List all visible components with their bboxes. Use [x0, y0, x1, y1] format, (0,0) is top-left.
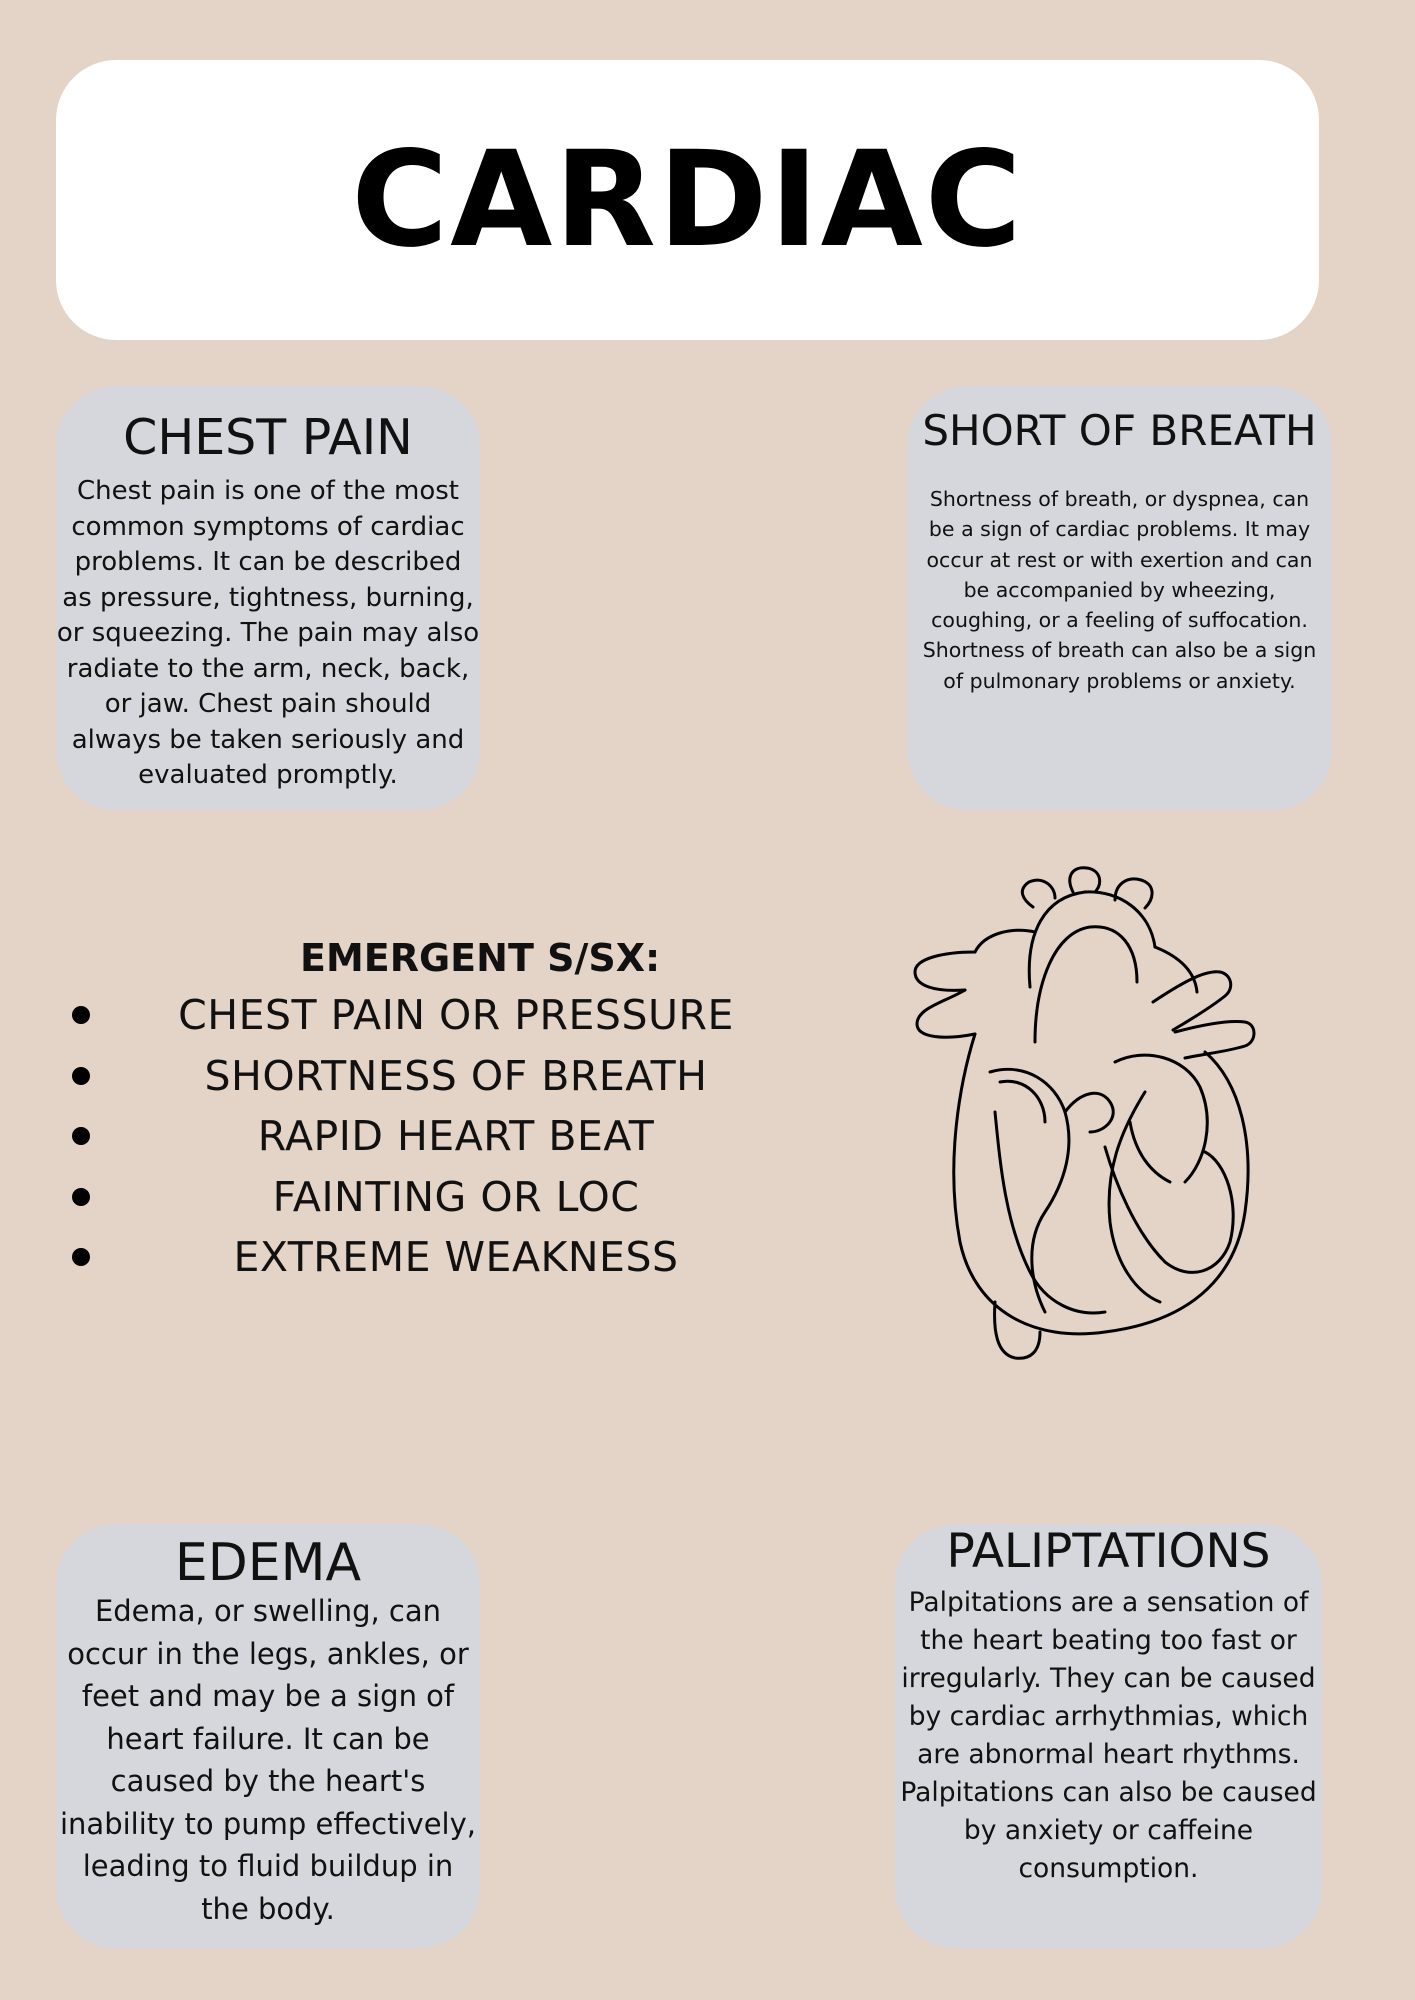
list-item-label: EXTREME WEAKNESS: [233, 1233, 679, 1281]
bullet-icon: [72, 1188, 90, 1206]
page-title: CARDIAC: [351, 123, 1024, 277]
list-item: [56, 1230, 796, 1291]
short-of-breath-card: [907, 386, 1332, 810]
list-item: [56, 1109, 796, 1170]
list-item-label: SHORTNESS OF BREATH: [204, 1051, 708, 1100]
heart-anatomy-icon: [905, 862, 1285, 1362]
chest-pain-heading: CHEST PAIN: [123, 409, 413, 466]
list-item-label: FAINTING OR LOC: [272, 1172, 640, 1221]
emergent-signs-list: [56, 988, 796, 1291]
edema-card: [56, 1524, 480, 1948]
emergent-heading: EMERGENT S/SX:: [300, 936, 661, 980]
bullet-icon: [72, 1127, 90, 1145]
edema-text: Edema, or swelling, can occur in the legs, ankles, or feet and may be a sign of heart failure. It can be caused by the heart's inability to pump effectively, leading to fluid buildup in the body.: [59, 1594, 476, 1926]
edema-heading: EDEMA: [174, 1533, 362, 1593]
chest-pain-card: [56, 386, 480, 810]
list-item-label: CHEST PAIN OR PRESSURE: [178, 991, 734, 1039]
short-of-breath-text: Shortness of breath, or dyspnea, can be a sign of cardiac problems. It may occur at rest or with exertion and can be accompanied by wheezing, coughing, or a feeling of suffocation. Shortness of breath can also be a sign of pulmonary problems or anxiety.: [922, 487, 1317, 693]
list-item: [56, 1170, 796, 1231]
bullet-icon: [72, 1006, 90, 1024]
chest-pain-text: Chest pain is one of the most common symptoms of cardiac problems. It can be described as pressure, tightness, burning, or squeezing. The pain may also radiate to the arm, neck, back, or jaw. Chest pain should always be taken seriously and evaluated promptly.: [56, 476, 480, 790]
palpitations-card: [895, 1524, 1322, 1948]
title-banner: [56, 60, 1319, 340]
list-item: [56, 988, 796, 1049]
palpitations-heading: PALIPTATIONS: [946, 1524, 1271, 1579]
palpitations-text: Palpitations are a sensation of the heart beating too fast or irregularly. They can be caused by cardiac arrhythmias, which are abnormal heart rhythms. Palpitations can also be caused by anxiety or caffeine consumption.: [900, 1587, 1317, 1884]
short-of-breath-heading: SHORT OF BREATH: [922, 406, 1317, 455]
list-item-label: RAPID HEART BEAT: [257, 1112, 655, 1160]
bullet-icon: [72, 1067, 90, 1085]
list-item: [56, 1049, 796, 1110]
bullet-icon: [72, 1248, 90, 1266]
